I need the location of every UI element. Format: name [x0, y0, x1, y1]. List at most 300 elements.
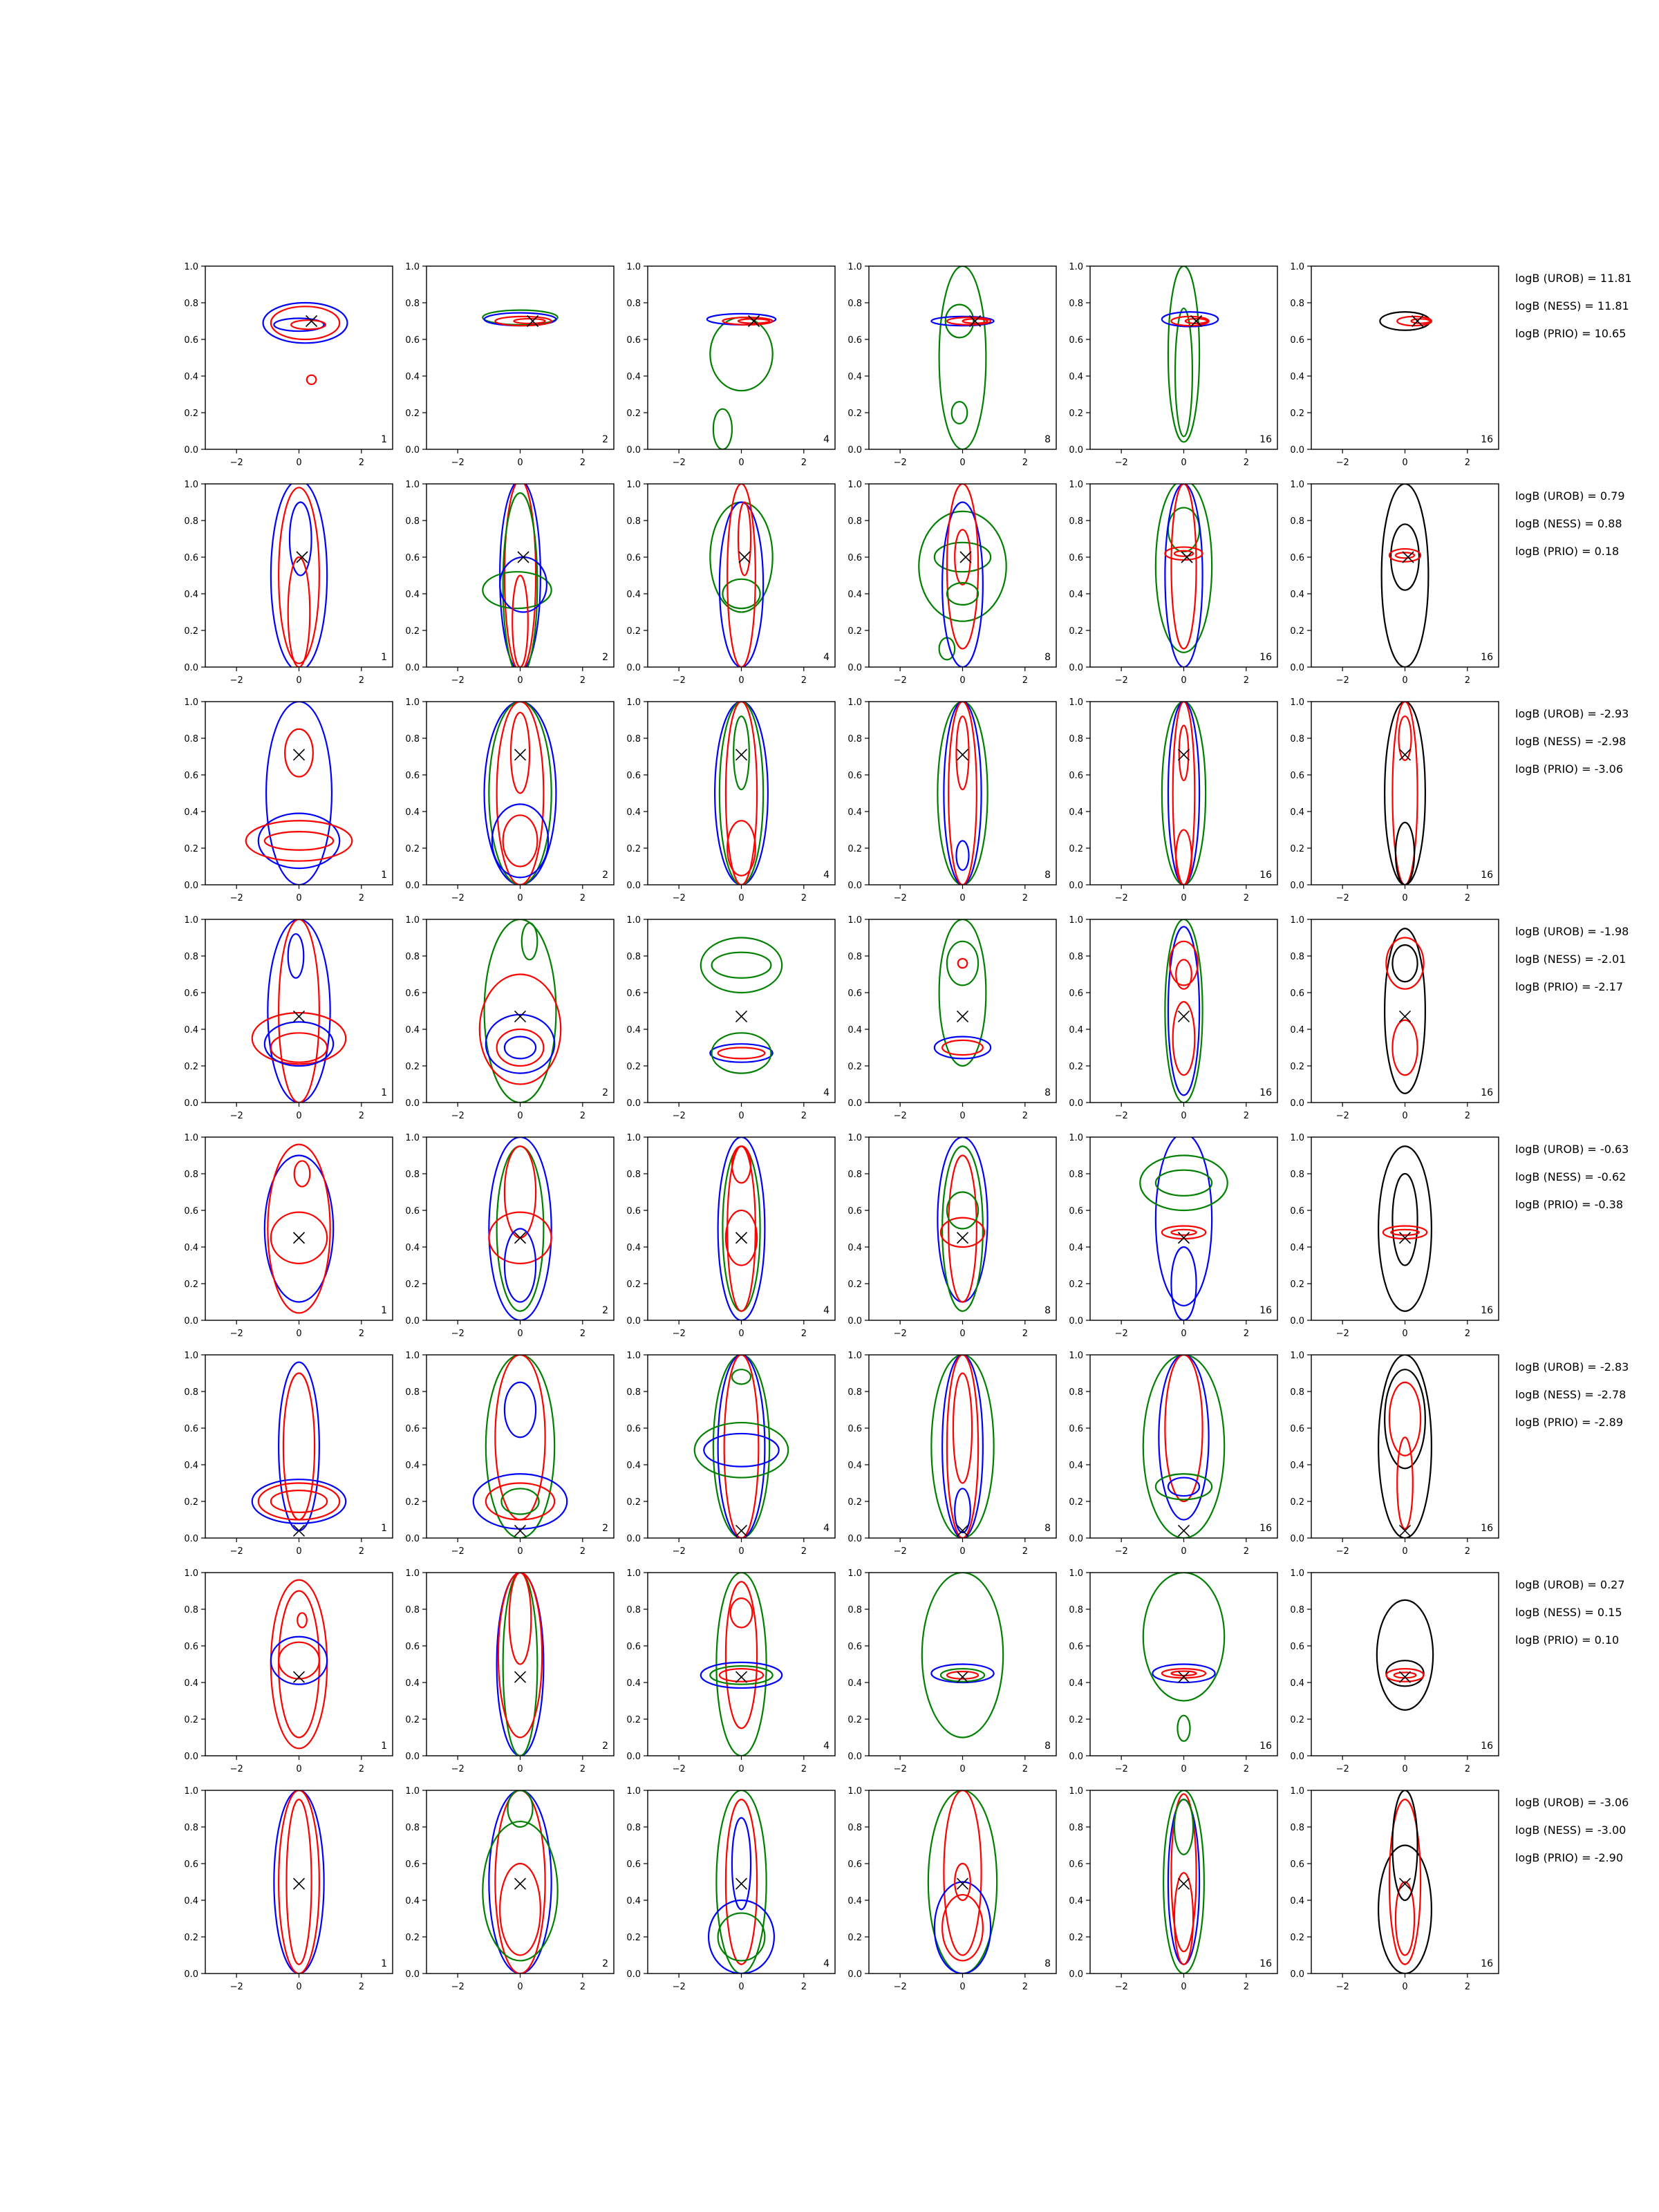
- contour-group: [1140, 1134, 1227, 1320]
- contour-red-5: [947, 484, 978, 649]
- x-tick-label: 2: [1464, 1111, 1470, 1121]
- contour-red-3: [724, 1355, 759, 1538]
- contour-group: [497, 1573, 544, 1756]
- y-tick-label: 1.0: [847, 480, 862, 490]
- y-tick-label: 1.0: [1069, 1351, 1083, 1361]
- contour-blue-1: [937, 1137, 987, 1302]
- y-tick-label: 0.0: [626, 1752, 641, 1762]
- y-tick-label: 0.2: [847, 1062, 862, 1072]
- truth-marker: [1179, 1011, 1190, 1022]
- y-tick-label: 0.8: [405, 952, 420, 962]
- y-tick-label: 0.2: [184, 409, 198, 419]
- x-tick-label: 0: [1402, 893, 1408, 903]
- x-tick-label: −2: [1114, 675, 1128, 686]
- y-tick-label: 0.4: [847, 1025, 862, 1035]
- contour-red-4: [953, 1374, 972, 1483]
- y-tick-label: 0.6: [1290, 335, 1304, 346]
- x-tick-label: −2: [672, 458, 686, 468]
- y-tick-label: 0.0: [1069, 663, 1083, 673]
- logb-text: logB (NESS) = -2.78: [1515, 1388, 1627, 1401]
- y-tick-label: 1.0: [626, 697, 641, 708]
- contour-red-4: [718, 1048, 765, 1059]
- contour-black-1: [1382, 484, 1429, 667]
- contour-red-3: [958, 959, 968, 968]
- x-tick-label: −2: [1114, 893, 1128, 903]
- truth-marker: [1179, 1878, 1190, 1889]
- y-tick-label: 0.8: [847, 1823, 862, 1833]
- y-tick-label: 0.8: [405, 1605, 420, 1615]
- x-tick-label: 2: [1243, 458, 1249, 468]
- x-tick-label: 2: [579, 458, 585, 468]
- y-tick-label: 0.2: [184, 1062, 198, 1072]
- contour-group: [474, 1355, 568, 1538]
- contour-group: [935, 919, 991, 1066]
- y-tick-label: 0.8: [626, 952, 641, 962]
- contour-green-2: [712, 953, 771, 978]
- y-tick-label: 0.4: [405, 807, 420, 818]
- x-tick-label: −2: [451, 893, 465, 903]
- contour-red-4: [1162, 1226, 1206, 1239]
- y-tick-label: 0.8: [184, 1170, 198, 1180]
- x-tick-label: 0: [1402, 1546, 1408, 1557]
- contour-blue-5: [505, 1229, 536, 1302]
- y-tick-label: 0.6: [1069, 1424, 1083, 1434]
- panel-number-label: 4: [823, 1305, 830, 1316]
- contour-green-1: [1168, 266, 1199, 442]
- contour-red-2: [726, 1582, 757, 1728]
- contour-blue-1: [268, 919, 330, 1103]
- y-tick-label: 1.0: [626, 1133, 641, 1143]
- y-tick-label: 0.6: [626, 1859, 641, 1870]
- y-tick-label: 1.0: [1290, 915, 1304, 926]
- x-tick-label: −2: [1335, 675, 1349, 686]
- y-tick-label: 1.0: [405, 1351, 420, 1361]
- contour-green-3: [1156, 1170, 1212, 1196]
- y-tick-label: 1.0: [405, 480, 420, 490]
- contour-red-3: [286, 1799, 311, 1965]
- contour-red-5: [1176, 830, 1192, 885]
- y-tick-label: 1.0: [1290, 1133, 1304, 1143]
- y-tick-label: 1.0: [847, 1568, 862, 1579]
- contour-green-2: [946, 305, 974, 338]
- contour-group: [701, 1573, 782, 1756]
- y-tick-label: 1.0: [847, 1351, 862, 1361]
- contour-group: [271, 1580, 327, 1749]
- contour-red-5: [1171, 1671, 1196, 1676]
- y-tick-label: 1.0: [1069, 262, 1083, 272]
- y-tick-label: 0.8: [626, 516, 641, 527]
- x-tick-label: 0: [517, 1329, 523, 1339]
- truth-marker: [294, 749, 305, 760]
- x-tick-label: 2: [1022, 1111, 1028, 1121]
- panel-number-label: 2: [602, 1087, 608, 1098]
- contour-blue-3: [252, 1479, 346, 1524]
- contour-group: [1378, 1790, 1432, 1974]
- contour-green-6: [501, 1488, 538, 1514]
- panel-r4-c3: [626, 915, 835, 1121]
- x-tick-label: 0: [296, 1764, 302, 1774]
- x-tick-label: 2: [1464, 1764, 1470, 1774]
- panel-number-label: 4: [823, 1523, 830, 1534]
- y-tick-label: 0.6: [626, 1206, 641, 1217]
- contour-green-3: [952, 402, 968, 424]
- panel-number-label: 8: [1044, 1958, 1051, 1969]
- x-tick-label: −2: [1114, 458, 1128, 468]
- y-tick-label: 0.2: [405, 1280, 420, 1290]
- panel-number-label: 2: [602, 870, 608, 881]
- contour-red-4: [279, 1642, 319, 1679]
- x-tick-label: 0: [738, 1111, 744, 1121]
- panel-number-label: 16: [1481, 1741, 1493, 1752]
- truth-marker: [294, 1525, 305, 1536]
- panel-number-label: 2: [602, 1741, 608, 1752]
- panel-r2-c5: [1069, 480, 1277, 686]
- y-tick-label: 0.0: [1069, 1969, 1083, 1980]
- truth-marker: [1179, 1525, 1190, 1536]
- y-tick-label: 0.8: [405, 516, 420, 527]
- y-tick-label: 0.2: [1069, 1715, 1083, 1725]
- y-tick-label: 0.8: [1069, 1605, 1083, 1615]
- contour-group: [1143, 1573, 1224, 1741]
- x-tick-label: −2: [1335, 1111, 1349, 1121]
- y-tick-label: 0.0: [1290, 445, 1304, 456]
- y-tick-label: 1.0: [847, 1786, 862, 1797]
- x-tick-label: 2: [1022, 675, 1028, 686]
- contour-group: [274, 1790, 324, 1974]
- truth-marker: [957, 1011, 968, 1022]
- y-tick-label: 1.0: [405, 1133, 420, 1143]
- y-tick-label: 0.6: [184, 1642, 198, 1652]
- panel-r8-c6: [1290, 1786, 1499, 1992]
- y-tick-label: 0.4: [1069, 807, 1083, 818]
- y-tick-label: 0.0: [847, 663, 862, 673]
- x-tick-label: 2: [1464, 1546, 1470, 1557]
- x-tick-label: −2: [229, 1546, 243, 1557]
- axes-frame: [205, 266, 393, 449]
- contour-red-4: [511, 713, 529, 794]
- y-tick-label: 0.0: [1290, 1969, 1304, 1980]
- logb-text: logB (UROB) = -3.06: [1515, 1796, 1629, 1809]
- panel-number-label: 2: [602, 434, 608, 445]
- y-tick-label: 0.6: [184, 335, 198, 346]
- contour-red-6: [503, 815, 538, 866]
- contour-red-4: [1174, 1873, 1193, 1965]
- logb-annotations-row-3: [1515, 707, 1629, 776]
- contour-blue-4: [474, 1474, 568, 1529]
- truth-marker: [739, 552, 750, 563]
- x-tick-label: 0: [517, 1546, 523, 1557]
- x-tick-label: 2: [800, 458, 807, 468]
- panel-number-label: 16: [1481, 434, 1493, 445]
- contour-green-5: [947, 1192, 978, 1229]
- y-tick-label: 0.2: [184, 1280, 198, 1290]
- y-tick-label: 0.6: [405, 1424, 420, 1434]
- y-tick-label: 0.8: [626, 1387, 641, 1398]
- panel-r6-c2: [405, 1351, 614, 1557]
- y-tick-label: 0.8: [1069, 1387, 1083, 1398]
- contour-green-5: [1174, 1799, 1193, 1855]
- panel-r6-c4: [847, 1351, 1056, 1557]
- x-tick-label: −2: [1335, 1329, 1349, 1339]
- x-tick-label: 2: [1022, 1546, 1028, 1557]
- contour-black-2: [1391, 524, 1419, 590]
- panel-number-label: 1: [381, 1741, 387, 1752]
- panel-r1-c4: [847, 262, 1056, 468]
- panel-r3-c4: [847, 697, 1056, 903]
- contour-red-2: [279, 1790, 319, 1974]
- panel-number-label: 16: [1259, 870, 1272, 881]
- contour-red-5: [738, 503, 751, 576]
- axes-frame: [869, 1355, 1056, 1538]
- y-tick-label: 0.0: [626, 1969, 641, 1980]
- y-tick-label: 0.2: [1290, 1497, 1304, 1508]
- x-tick-label: 2: [1243, 675, 1249, 686]
- y-tick-label: 0.8: [184, 1605, 198, 1615]
- panel-r6-c5: [1069, 1351, 1277, 1557]
- x-tick-label: 2: [1464, 1329, 1470, 1339]
- contour-red-3: [1165, 1355, 1202, 1501]
- y-tick-label: 0.0: [1290, 1534, 1304, 1544]
- x-tick-label: 2: [1243, 1982, 1249, 1992]
- truth-marker: [515, 1671, 526, 1683]
- x-tick-label: 0: [1181, 675, 1187, 686]
- y-tick-label: 0.4: [184, 1896, 198, 1906]
- y-tick-label: 0.8: [1290, 734, 1304, 744]
- y-tick-label: 1.0: [626, 1786, 641, 1797]
- y-tick-label: 0.4: [1069, 1243, 1083, 1253]
- panel-r7-c1: [184, 1568, 393, 1774]
- axes-frame: [1090, 1355, 1277, 1538]
- contour-red-4: [294, 1161, 310, 1186]
- panel-r4-c1: [184, 915, 393, 1121]
- y-tick-label: 0.4: [626, 807, 641, 818]
- contour-blue-2: [1159, 1355, 1208, 1520]
- x-tick-label: −2: [451, 1329, 465, 1339]
- contour-blue-5: [505, 1037, 536, 1059]
- panel-number-label: 4: [823, 1741, 830, 1752]
- x-tick-label: −2: [893, 893, 907, 903]
- y-tick-label: 0.0: [405, 1098, 420, 1109]
- panel-number-label: 16: [1259, 1958, 1272, 1969]
- x-tick-label: −2: [451, 675, 465, 686]
- panel-r5-c3: [626, 1133, 835, 1339]
- panel-r5-c2: [405, 1133, 614, 1339]
- x-tick-label: −2: [893, 1982, 907, 1992]
- y-tick-label: 1.0: [405, 262, 420, 272]
- y-tick-label: 0.4: [847, 590, 862, 600]
- y-tick-label: 0.8: [626, 734, 641, 744]
- contour-red-3: [948, 702, 977, 885]
- x-tick-label: −2: [229, 1982, 243, 1992]
- contour-red-2: [279, 1591, 319, 1738]
- y-tick-label: 0.0: [1069, 1098, 1083, 1109]
- contour-green-1: [1163, 1790, 1204, 1974]
- contour-green-1: [1156, 480, 1212, 653]
- logb-text: logB (NESS) = 0.15: [1515, 1606, 1622, 1619]
- panel-number-label: 16: [1259, 434, 1272, 445]
- contour-blue-2: [942, 1355, 983, 1538]
- x-tick-label: 0: [959, 1111, 966, 1121]
- x-tick-label: −2: [1335, 1546, 1349, 1557]
- contour-group: [1165, 919, 1202, 1103]
- y-tick-label: 0.4: [847, 1896, 862, 1906]
- x-tick-label: 2: [800, 1764, 807, 1774]
- y-tick-label: 0.2: [405, 1933, 420, 1943]
- y-tick-label: 0.4: [1290, 1678, 1304, 1689]
- contour-green-4: [718, 1913, 765, 1961]
- truth-marker: [1181, 552, 1192, 563]
- y-tick-label: 1.0: [1290, 697, 1304, 708]
- y-tick-label: 0.0: [626, 663, 641, 673]
- y-tick-label: 0.4: [1290, 1461, 1304, 1471]
- contour-green-1: [931, 1355, 993, 1538]
- y-tick-label: 0.2: [1069, 626, 1083, 637]
- panel-r4-c6: [1290, 915, 1499, 1121]
- panel-number-label: 16: [1259, 1305, 1272, 1316]
- panel-number-label: 8: [1044, 1087, 1051, 1098]
- x-tick-label: −2: [1114, 1546, 1128, 1557]
- contour-group: [263, 303, 348, 384]
- logb-annotations-row-6: [1515, 1360, 1629, 1429]
- y-tick-label: 0.0: [1290, 1752, 1304, 1762]
- contour-group: [718, 1137, 765, 1320]
- y-tick-label: 0.8: [847, 516, 862, 527]
- contour-green-1: [1143, 1573, 1224, 1701]
- y-tick-label: 0.8: [1290, 1170, 1304, 1180]
- x-tick-label: −2: [229, 1111, 243, 1121]
- x-tick-label: 2: [358, 1764, 364, 1774]
- contour-blue-5: [956, 841, 968, 870]
- y-tick-label: 0.8: [847, 1387, 862, 1398]
- x-tick-label: 0: [738, 675, 744, 686]
- panel-number-label: 16: [1259, 652, 1272, 663]
- y-tick-label: 1.0: [184, 1133, 198, 1143]
- x-tick-label: −2: [229, 893, 243, 903]
- x-tick-label: 2: [358, 1982, 364, 1992]
- panel-number-label: 1: [381, 1305, 387, 1316]
- x-tick-label: 0: [738, 1764, 744, 1774]
- x-tick-label: 0: [517, 458, 523, 468]
- panel-r1-c2: [405, 262, 614, 468]
- contour-black-4: [1392, 945, 1417, 982]
- contour-blue-3: [710, 1044, 772, 1062]
- y-tick-label: 0.0: [184, 1752, 198, 1762]
- truth-marker: [960, 552, 971, 563]
- logb-text: logB (NESS) = 11.81: [1515, 299, 1629, 312]
- x-tick-label: 2: [579, 893, 585, 903]
- panel-r3-c2: [405, 697, 614, 903]
- y-tick-label: 0.4: [1290, 1896, 1304, 1906]
- contour-group: [709, 1790, 774, 1974]
- y-tick-label: 1.0: [184, 480, 198, 490]
- y-tick-label: 0.8: [1069, 1170, 1083, 1180]
- y-tick-label: 0.6: [626, 335, 641, 346]
- contour-red-4: [1171, 484, 1196, 649]
- truth-marker: [515, 1525, 526, 1536]
- panel-r8-c3: [626, 1786, 835, 1992]
- axes-frame: [1311, 702, 1499, 885]
- contour-green-2: [947, 941, 978, 986]
- x-tick-label: −2: [451, 1764, 465, 1774]
- y-tick-label: 0.8: [626, 299, 641, 309]
- x-tick-label: −2: [1114, 1982, 1128, 1992]
- contour-red-4: [941, 1218, 984, 1247]
- panel-r8-c5: [1069, 1786, 1277, 1992]
- y-tick-label: 0.0: [847, 445, 862, 456]
- x-tick-label: 2: [1243, 1546, 1249, 1557]
- y-tick-label: 0.4: [1290, 1243, 1304, 1253]
- axes-frame: [648, 1355, 835, 1538]
- y-tick-label: 1.0: [1290, 1786, 1304, 1797]
- logb-text: logB (NESS) = -2.98: [1515, 735, 1627, 748]
- y-tick-label: 0.4: [626, 590, 641, 600]
- x-tick-label: 0: [1181, 1111, 1187, 1121]
- y-tick-label: 0.0: [405, 445, 420, 456]
- contour-group: [485, 702, 556, 885]
- panel-r6-c1: [184, 1351, 393, 1557]
- contour-group: [482, 1790, 557, 1974]
- truth-marker: [294, 1671, 305, 1683]
- panel-r7-c3: [626, 1568, 835, 1774]
- contour-green-2: [1175, 308, 1192, 437]
- y-tick-label: 0.4: [626, 1896, 641, 1906]
- contour-group: [1377, 1600, 1433, 1710]
- contour-group: [1385, 928, 1425, 1094]
- y-tick-label: 1.0: [405, 1568, 420, 1579]
- x-tick-label: 2: [358, 893, 364, 903]
- contour-blue-5: [265, 1022, 333, 1066]
- y-tick-label: 0.6: [1069, 1859, 1083, 1870]
- y-tick-label: 0.6: [626, 1424, 641, 1434]
- y-tick-label: 0.8: [1290, 516, 1304, 527]
- x-tick-label: 0: [959, 1982, 966, 1992]
- y-tick-label: 0.4: [1069, 1678, 1083, 1689]
- y-tick-label: 0.0: [847, 1534, 862, 1544]
- y-tick-label: 0.0: [1069, 1534, 1083, 1544]
- x-tick-label: −2: [451, 1111, 465, 1121]
- x-tick-label: −2: [672, 675, 686, 686]
- contour-red-2: [944, 1790, 981, 1956]
- panel-number-label: 16: [1481, 1305, 1493, 1316]
- contour-group: [1162, 702, 1206, 885]
- contour-green-2: [722, 1146, 760, 1311]
- axes-frame: [648, 1137, 835, 1320]
- y-tick-label: 0.6: [847, 553, 862, 563]
- y-tick-label: 0.4: [184, 372, 198, 382]
- contour-red-4: [505, 1146, 536, 1238]
- y-tick-label: 0.8: [184, 1387, 198, 1398]
- panel-number-label: 2: [602, 652, 608, 663]
- contour-green-2: [1177, 1716, 1190, 1741]
- y-tick-label: 0.6: [1290, 771, 1304, 781]
- y-tick-label: 0.2: [1290, 1062, 1304, 1072]
- logb-text: logB (PRIO) = 0.10: [1515, 1633, 1620, 1647]
- contour-green-4: [695, 1423, 789, 1478]
- y-tick-label: 0.6: [1069, 1642, 1083, 1652]
- panel-r7-c4: [847, 1568, 1056, 1774]
- y-tick-label: 0.8: [405, 734, 420, 744]
- panel-r4-c4: [847, 915, 1056, 1121]
- y-tick-label: 0.0: [1290, 663, 1304, 673]
- x-tick-label: −2: [1114, 1764, 1128, 1774]
- logb-annotations-row-4: [1515, 925, 1629, 993]
- contour-group: [919, 484, 1006, 667]
- panel-r1-c5: [1069, 262, 1277, 468]
- contour-red-3: [1386, 1669, 1423, 1682]
- y-tick-label: 0.2: [1069, 1280, 1083, 1290]
- contour-green-3: [503, 493, 538, 676]
- y-tick-label: 0.4: [626, 1243, 641, 1253]
